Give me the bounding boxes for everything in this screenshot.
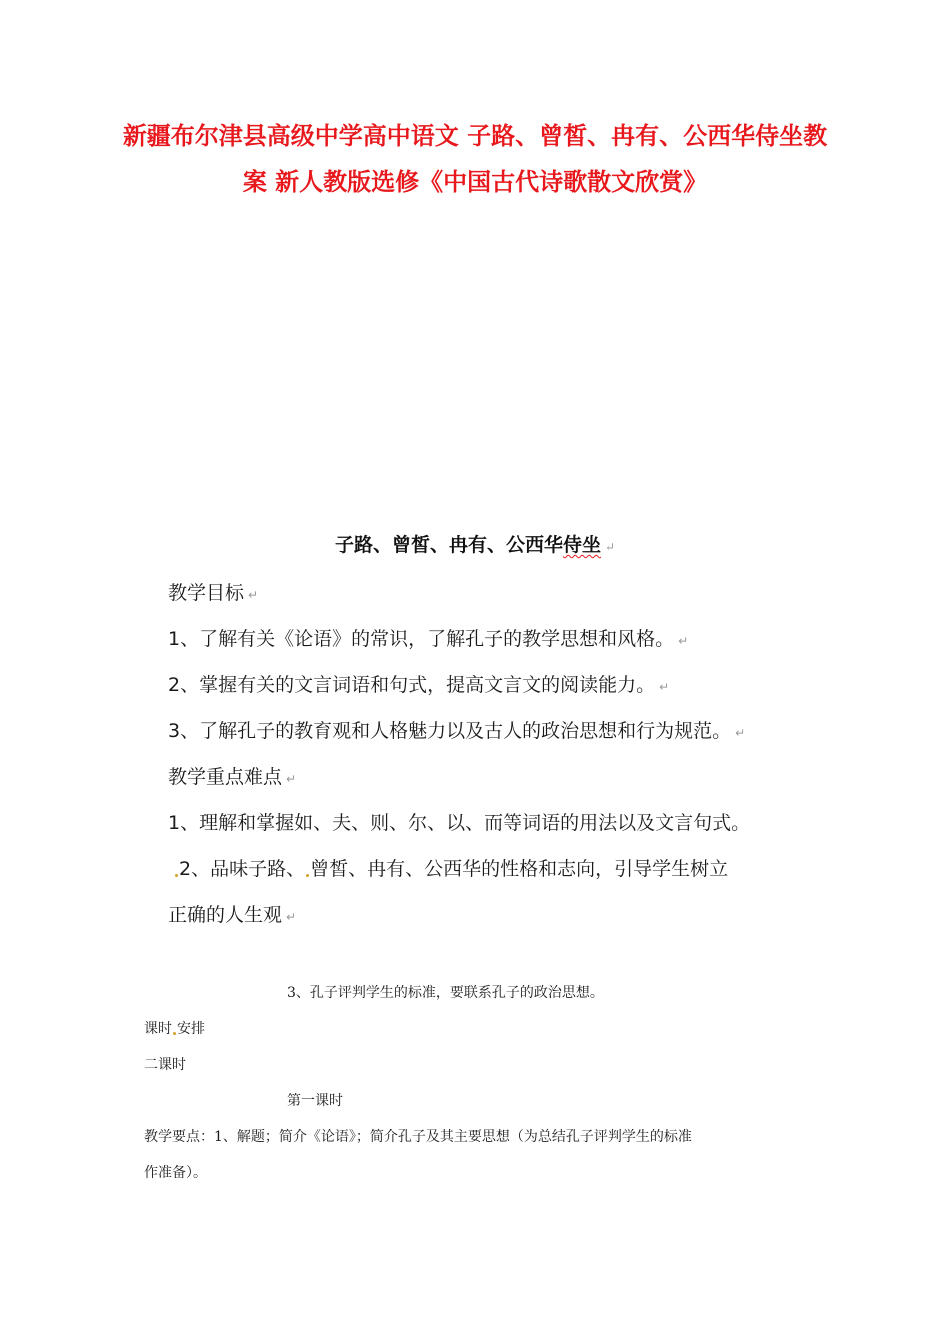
paragraph-mark-icon: ↵ <box>248 588 259 602</box>
anchor-mark-icon <box>306 874 309 877</box>
paragraph-mark-icon: ↵ <box>678 634 689 648</box>
paragraph-mark-icon: ↵ <box>735 726 746 740</box>
lesson-one-heading: 第一课时 <box>287 1093 343 1109</box>
key-point-item-3: 3、孔子评判学生的标准，要联系孔子的政治思想。 <box>287 985 604 1001</box>
document-title-line-2: 案 新人教版选修《中国古代诗歌散文欣赏》 <box>242 167 708 196</box>
teaching-points-line-2: 作准备）。 <box>144 1165 207 1181</box>
key-points-heading <box>168 762 296 789</box>
paragraph-mark-icon: ↵ <box>659 680 670 694</box>
schedule-value: 二课时 <box>144 1057 186 1073</box>
objective-text: 1、了解有关《论语》的常识，了解孔子的教学思想和风格。 <box>168 628 675 650</box>
schedule-label-text: 课时 <box>144 1021 172 1037</box>
subtitle-text: 子路、曾皙、冉有、公西华 <box>334 534 563 556</box>
subtitle-squiggle-text: 侍坐 <box>562 534 601 556</box>
paragraph-mark-icon: ↵ <box>286 772 297 786</box>
key-point-text: 正确的人生观 <box>168 904 283 926</box>
key-point-item-2 <box>174 854 728 881</box>
paragraph-mark-icon: ↵ <box>286 910 297 924</box>
objective-item-2 <box>168 670 669 697</box>
anchor-mark-icon <box>175 874 178 877</box>
key-point-item-2-continued <box>168 900 296 927</box>
objective-text: 3、了解孔子的教育观和人格魅力以及古人的政治思想和行为规范。 <box>168 720 732 742</box>
key-point-item-1: 1、理解和掌握如、夫、则、尔、以、而等词语的用法以及文言句式。 <box>168 812 751 834</box>
key-points-heading-text: 教学重点难点 <box>168 766 283 788</box>
objectives-heading <box>168 578 258 605</box>
lesson-subtitle <box>0 530 950 557</box>
objective-text: 2、掌握有关的文言词语和句式，提高文言文的阅读能力。 <box>168 674 656 696</box>
teaching-points-line-1: 教学要点：1、解题；简介《论语》；简介孔子及其主要思想（为总结孔子评判学生的标准 <box>144 1129 692 1145</box>
paragraph-mark-icon: ↵ <box>604 540 616 554</box>
objective-item-3 <box>168 716 745 743</box>
schedule-label-text: 安排 <box>177 1021 205 1037</box>
anchor-mark-icon <box>173 1032 176 1035</box>
objective-item-1 <box>168 624 688 651</box>
objectives-heading-text: 教学目标 <box>168 582 245 604</box>
key-point-text: 2、品味子路、 <box>179 858 306 880</box>
key-point-text: 曾皙、冉有、公西华的性格和志向，引导学生树立 <box>310 858 729 880</box>
schedule-label <box>144 1018 205 1038</box>
document-title-line-1: 新疆布尔津县高级中学高中语文 子路、曾皙、冉有、公西华侍坐教 <box>122 121 828 150</box>
